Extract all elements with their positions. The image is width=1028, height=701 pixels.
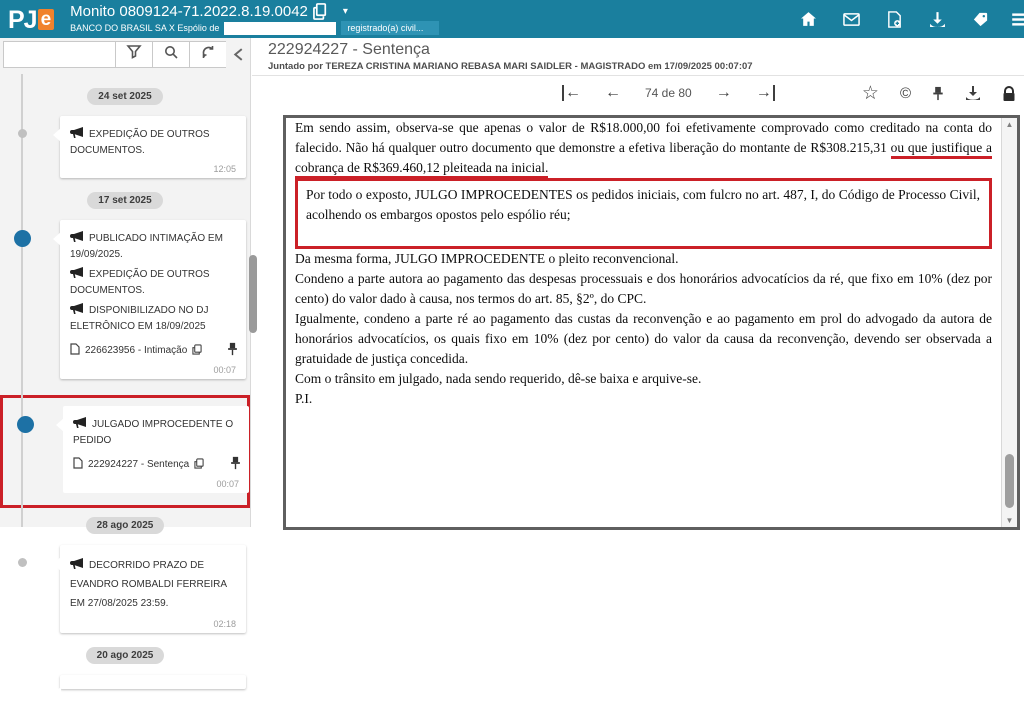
document-label[interactable]: 222924227 - Sentença: [88, 459, 190, 470]
timeline-search-box: [3, 41, 115, 68]
paragraph: Da mesma forma, JULGO IMPROCEDENTE o pleito reconvencional.: [295, 251, 679, 266]
copy-icon[interactable]: [192, 344, 202, 358]
viewer-actions: [862, 82, 1016, 105]
pagination: [562, 85, 775, 101]
sidebar-scrollbar-thumb[interactable]: [249, 255, 257, 333]
document-icon: [73, 457, 83, 472]
document-link[interactable]: [70, 342, 238, 359]
document-text: [286, 118, 1001, 527]
document-label[interactable]: 226623956 - Intimação: [85, 345, 188, 356]
event-text: EXPEDIÇÃO DE OUTROS DOCUMENTOS.: [70, 269, 210, 296]
previous-page-button[interactable]: ←: [605, 84, 621, 101]
timeline-event-card[interactable]: [60, 220, 246, 379]
case-details-caret-icon[interactable]: ▾: [342, 6, 348, 17]
menu-icon[interactable]: [1014, 10, 1024, 28]
case-parties-text: BANCO DO BRASIL SA X Espólio de: [70, 23, 220, 33]
timeline-event-card[interactable]: [60, 116, 246, 178]
scroll-down-icon[interactable]: ▼: [1005, 516, 1014, 525]
timeline-date-badge: 20 ago 2025: [86, 647, 165, 664]
scroll-up-icon[interactable]: ▲: [1005, 120, 1014, 129]
document-page[interactable]: [283, 115, 1020, 530]
viewer-toolbar: [252, 76, 1024, 115]
lock-icon[interactable]: [1002, 86, 1016, 102]
timeline-event-card-sentenca[interactable]: [63, 406, 249, 493]
case-header: [70, 3, 439, 35]
megaphone-icon: [70, 557, 84, 568]
pin-icon[interactable]: [230, 456, 241, 473]
first-page-button[interactable]: ←: [562, 85, 581, 101]
event-text: DISPONIBILIZADO NO DJ ELETRÔNICO EM 18/09/2025: [70, 305, 209, 332]
paragraph: Condeno a parte autora ao pagamento das despesas processuais e dos honorários advocatícios da ré, que fixo em 10% (dez por cento) do valor dado à causa, nos termos do art. 85, §2º, do CPC.: [295, 271, 992, 306]
mail-icon[interactable]: [842, 10, 860, 28]
timeline-event-card-partial[interactable]: [60, 675, 246, 689]
red-underline-annotation: ou que justifique a cobrança de R$369.460,12 pleiteada na inicial.: [295, 140, 992, 179]
highlight-annotation-box: [0, 395, 250, 508]
refresh-icon: [201, 45, 215, 64]
paragraph: Com o trânsito em julgado, nada sendo requerido, dê-se baixa e arquive-se.: [295, 371, 702, 386]
collapse-timeline-button[interactable]: [226, 41, 250, 68]
case-parties: [70, 21, 439, 35]
copy-case-number-icon[interactable]: [314, 4, 327, 19]
timeline-dot-icon: [18, 558, 27, 567]
document-scrollbar-thumb[interactable]: [1005, 454, 1014, 508]
timeline-date-badge: 28 ago 2025: [86, 517, 165, 534]
redacted-name: [224, 22, 336, 35]
header-actions: [799, 0, 1024, 38]
last-page-button[interactable]: →: [756, 85, 775, 101]
document-icon: [70, 343, 80, 358]
paragraph: [295, 118, 992, 178]
filter-button[interactable]: [115, 41, 152, 68]
viewer-document-title: 222924227 - Sentença: [268, 41, 430, 58]
timeline-toolbar: [0, 38, 250, 71]
document-link-sentenca[interactable]: [73, 456, 241, 473]
event-text: JULGADO IMPROCEDENTE O PEDIDO: [73, 419, 234, 446]
megaphone-icon: [70, 127, 84, 138]
tag-icon[interactable]: [971, 10, 989, 28]
case-class-chip[interactable]: registrado(a) civil...: [341, 21, 439, 35]
megaphone-icon: [70, 267, 84, 278]
megaphone-icon: [73, 417, 87, 428]
search-icon: [164, 45, 178, 64]
home-icon[interactable]: [799, 10, 817, 28]
event-text: PUBLICADO INTIMAÇÃO EM 19/09/2025.: [70, 233, 223, 260]
download-document-icon[interactable]: [965, 86, 981, 101]
timeline-axis: [21, 74, 23, 527]
page-indicator: 74 de 80: [645, 86, 692, 100]
megaphone-icon: [70, 303, 84, 314]
timeline-dot-icon: [18, 129, 27, 138]
timeline-date-badge: 17 set 2025: [87, 192, 162, 209]
event-text: DECORRIDO PRAZO DE EVANDRO ROMBALDI FERREIRA EM 27/08/2025 23:59.: [70, 560, 227, 609]
copyright-icon[interactable]: ©: [899, 85, 911, 102]
copy-icon[interactable]: [194, 458, 204, 472]
timeline-event-card[interactable]: [60, 545, 246, 633]
document-scrollbar[interactable]: [1001, 118, 1017, 527]
event-time: 00:07: [216, 479, 239, 489]
event-text: EXPEDIÇÃO DE OUTROS DOCUMENTOS.: [70, 129, 210, 156]
timeline-sidebar: [0, 38, 251, 661]
pin-document-icon[interactable]: [932, 86, 944, 101]
event-time: 00:07: [213, 365, 236, 375]
timeline-search-input[interactable]: [4, 42, 115, 67]
timeline-dot-icon: [14, 230, 31, 247]
search-button[interactable]: [152, 41, 189, 68]
event-time: 02:18: [213, 619, 236, 629]
document-viewer: [252, 38, 1024, 527]
megaphone-icon: [70, 231, 84, 242]
viewer-document-meta: Juntado por TEREZA CRISTINA MARIANO REBASA MARI SAIDLER - MAGISTRADO em 17/09/2025 00:07:07: [268, 61, 753, 72]
pje-logo[interactable]: [0, 5, 54, 33]
filter-icon: [127, 45, 141, 64]
logo-text-e: e: [38, 9, 55, 30]
download-icon[interactable]: [928, 10, 946, 28]
next-page-button[interactable]: →: [715, 84, 732, 101]
event-time: 12:05: [213, 164, 236, 174]
viewer-header: [252, 38, 1024, 76]
new-document-icon[interactable]: [885, 10, 903, 28]
logo-text-pj: PJ: [8, 6, 37, 34]
paragraph: P.I.: [295, 391, 313, 406]
timeline-dot-icon: [17, 416, 34, 433]
timeline-date-badge: 24 set 2025: [87, 88, 162, 105]
top-bar: [0, 0, 1024, 38]
paragraph: Igualmente, condeno a parte ré ao pagamento das custas da reconvenção e ao pagamento em prol do advogado da autora de honorários advocatícios, os quais fixo em 10% (dez por cento) do valor da causa da reconvenção, devendo ser observada a gratuidade de justiça concedida.: [295, 311, 992, 366]
favorite-star-icon[interactable]: ☆: [861, 83, 879, 104]
red-box-annotation-paragraph: Por todo o exposto, JULGO IMPROCEDENTES os pedidos iniciais, com fulcro no art. 487, I, do Código de Processo Civil, acolhendo os embargos opostos pelo espólio réu;: [295, 178, 992, 249]
pin-icon[interactable]: [227, 342, 238, 359]
refresh-button[interactable]: [189, 41, 226, 68]
paragraph-text: Em sendo assim, observa-se que apenas o valor de R$18.000,00 foi efetivamente comprovado como creditado na conta do falecido. Não há qualquer outro documento que demonstre a efetiva liberação do montante de R$308.215,31: [295, 120, 992, 155]
case-number[interactable]: Monito 0809124-71.2022.8.19.0042: [70, 3, 308, 20]
timeline[interactable]: [0, 74, 250, 661]
